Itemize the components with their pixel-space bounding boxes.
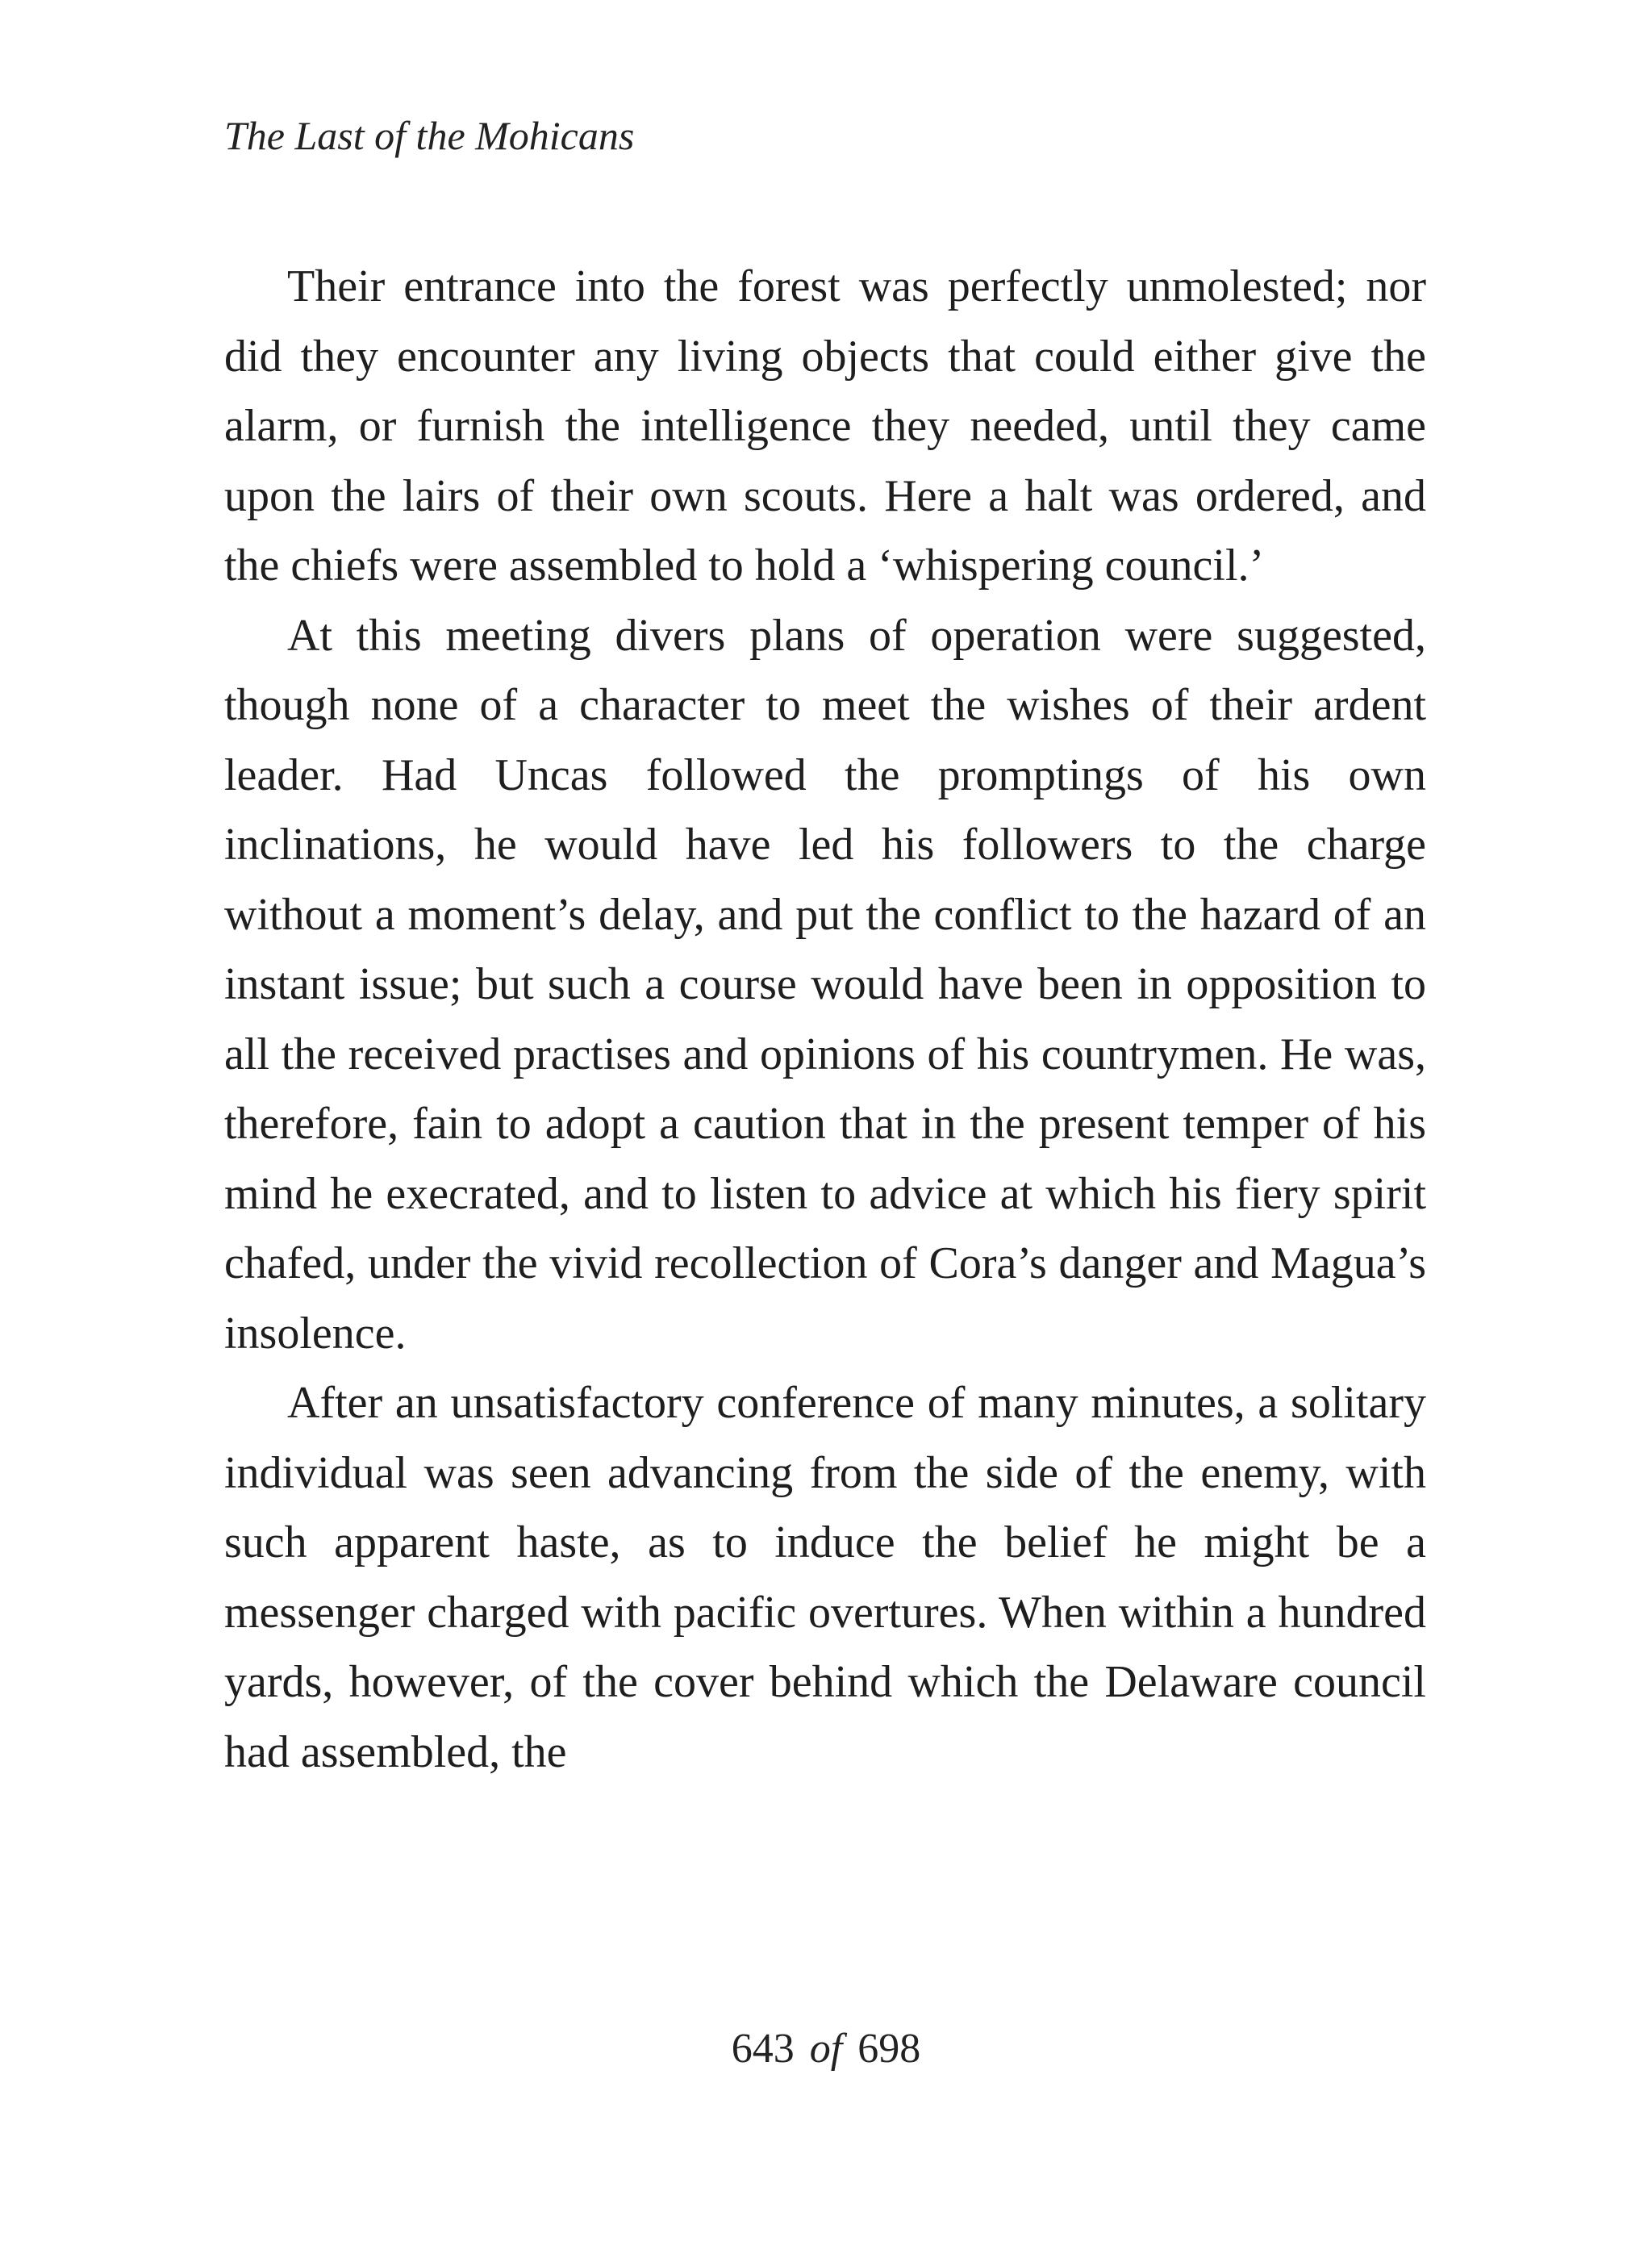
running-header-book-title: The Last of the Mohicans bbox=[224, 113, 635, 158]
paragraph-forest-entrance: Their entrance into the forest was perfectly unmolested; nor did they encounter any living objects that could either give the alarm, or furnish the intelligence they needed, until they came upon the lairs of their own scouts. Here a halt was ordered, and the chiefs were assembled to hold a ‘whispering council.’ bbox=[224, 261, 1426, 591]
page-of-separator: of bbox=[809, 2026, 843, 2072]
total-page-count: 698 bbox=[857, 2026, 921, 2072]
paragraph-council-meeting: At this meeting divers plans of operation were suggested, though none of a character to meet the wishes of their ardent leader. Had Uncas followed the promptings of his own inclinations, he would have led his followers to the charge without a moment’s delay, and put the conflict to the hazard of an instant issue; but such a course would have been in opposition to all the received practises and opinions of his countrymen. He was, therefore, fain to adopt a caution that in the present temper of his mind he execrated, and to listen to advice at which his fiery spirit chafed, under the vivid recollection of Cora’s danger and Magua’s insolence. bbox=[224, 610, 1426, 1359]
paragraph-solitary-messenger: After an unsatisfactory conference of many minutes, a solitary individual was seen advancing from the side of the enemy, with such apparent haste, as to induce the belief he might be a messenger charged with pacific overtures. When within a hundred yards, however, of the cover behind which the Delaware council had assembled, the bbox=[224, 1378, 1426, 1777]
page-body-text bbox=[224, 252, 1426, 1787]
page-number-footer bbox=[0, 2017, 1652, 2081]
current-page-number: 643 bbox=[731, 2026, 795, 2072]
